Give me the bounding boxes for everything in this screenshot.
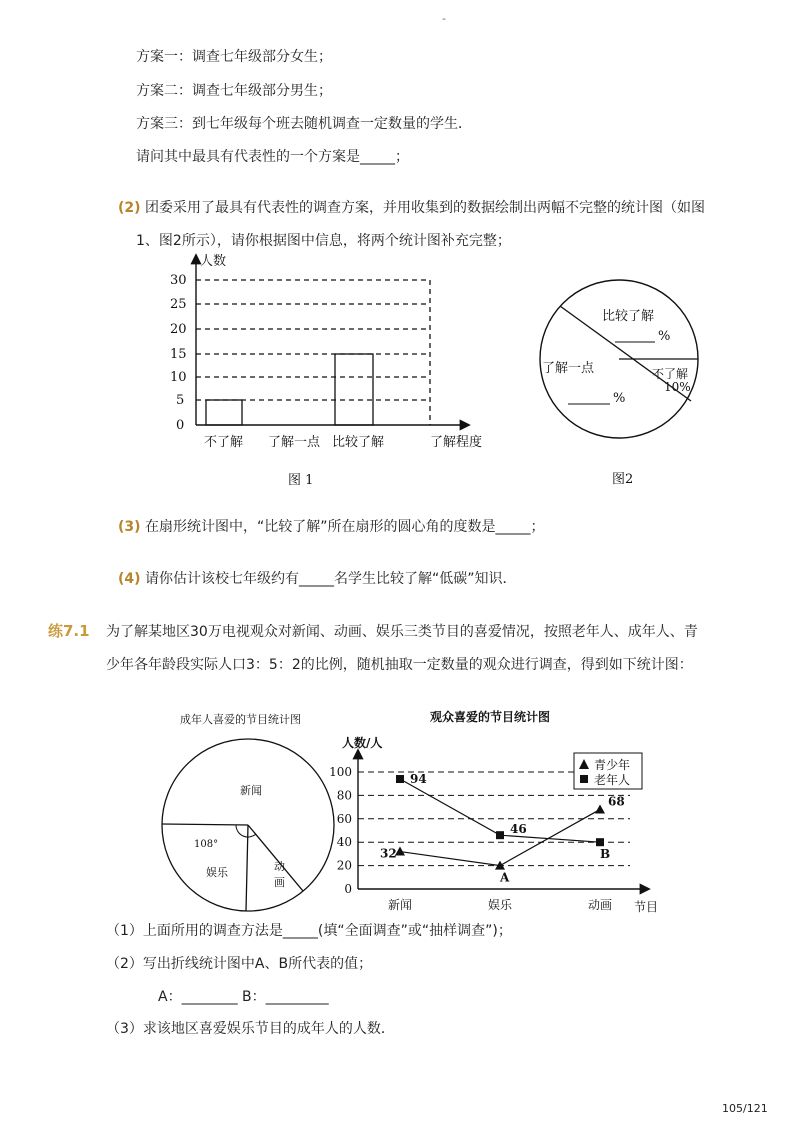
fig1-xlabel: 了解程度 (430, 435, 483, 450)
page-number: 105/121 (722, 1102, 768, 1115)
fig1-caption: 图 1 (288, 473, 314, 488)
line-chart-ytick: 100 (329, 765, 352, 779)
line-point-square (396, 775, 404, 783)
line-chart-category: 新闻 (387, 898, 413, 912)
fig1-ylabel: 人数 (200, 254, 227, 269)
line-point-label: 68 (608, 794, 625, 809)
fig1-cat-1: 不了解 (204, 435, 244, 450)
line-chart-ylabel: 人数/人 (342, 736, 383, 750)
fig2-pie-chart (540, 280, 720, 510)
q2-line2: 1、图2所示），请你根据图中信息，将两个统计图补充完整； (136, 233, 511, 249)
viewer-line-chart (330, 705, 700, 915)
exercise-label: 练7.1 (48, 622, 90, 640)
header-mark: - (442, 12, 446, 25)
fig2-pct-liaojie: % (613, 391, 626, 406)
adult-pie-angle: 108° (194, 839, 219, 850)
fig1-bar-chart (168, 250, 498, 490)
adult-pie-anim-1: 动 (274, 860, 285, 873)
exercise-line2: 少年各年龄段实际人口3：5：2的比例，随机抽取一定数量的观众进行调查，得到如下统计图： (106, 657, 693, 673)
q2-number: (2) (118, 200, 141, 216)
plan-two: 方案二：调查七年级部分男生； (136, 83, 332, 99)
q2-line1 (118, 197, 705, 217)
q2-text: 团委采用了最具有代表性的调查方案，并用收集到的数据绘制出两幅不完整的统计图（如图 (145, 200, 705, 216)
plan-question: 请问其中最具有代表性的一个方案是_____； (136, 149, 409, 165)
fig2-pct-bijiao: % (658, 329, 671, 344)
fig1-ytick-30: 30 (170, 273, 187, 288)
line-chart-ytick: 80 (336, 788, 352, 803)
fig1-ytick-10: 10 (170, 370, 187, 385)
fig1-ytick-25: 25 (170, 297, 187, 312)
q4 (118, 568, 517, 588)
adult-pie-anim-2: 画 (274, 876, 285, 889)
fig2-label-liaojie: 了解一点 (542, 361, 595, 376)
q4-number: (4) (118, 571, 141, 587)
q3-text: 在扇形统计图中，“比较了解”所在扇形的圆心角的度数是_____； (145, 519, 545, 535)
exercise-line1: 为了解某地区30万电视观众对新闻、动画、娱乐三类节目的喜爱情况，按照老年人、成年人、青 (106, 624, 698, 640)
line-chart-ytick: 0 (344, 882, 352, 896)
legend-series-youth: 青少年 (594, 758, 631, 772)
line-point-label: 94 (410, 772, 427, 787)
line-point-label: 46 (510, 822, 527, 837)
fig1-bar-bijiao-liaojie (335, 354, 373, 425)
plan-one: 方案一：调查七年级部分女生； (136, 49, 332, 65)
fig1-ytick-5: 5 (176, 393, 185, 408)
q3 (118, 516, 545, 536)
subq-1: （1）上面所用的调查方法是_____(填“全面调查”或“抽样调查”)； (106, 923, 512, 939)
adult-pie-news: 新闻 (240, 784, 262, 797)
fig1-cat-2: 了解一点 (268, 435, 321, 450)
fig2-pct-bu: 10% (664, 380, 691, 394)
line-chart-ytick: 60 (336, 811, 352, 826)
adult-pie-title: 成年人喜爱的节目统计图 (180, 713, 301, 726)
line-chart-ytick: 40 (336, 835, 352, 850)
fig1-ytick-15: 15 (170, 347, 187, 362)
plan-three: 方案三：到七年级每个班去随机调查一定数量的学生． (136, 116, 472, 132)
line-point-triangle (595, 804, 605, 813)
subq-3: （3）求该地区喜爱娱乐节目的成年人的人数． (106, 1021, 395, 1037)
line-point-square (496, 831, 504, 839)
fig1-ytick-0: 0 (176, 418, 185, 433)
line-chart-xlabel: 节目 (634, 900, 659, 914)
legend-series-elder: 老年人 (594, 773, 631, 787)
subq-2-answer: A：________ B：_________ (158, 989, 329, 1005)
fig2-label-bijiao: 比较了解 (602, 309, 655, 324)
adult-pie-chart (160, 710, 340, 910)
fig2-label-bu: 不了解 (652, 367, 689, 381)
line-point-label: B (600, 847, 611, 862)
legend-square-icon (580, 775, 588, 783)
adult-pie-ent: 娱乐 (206, 866, 228, 879)
line-point-label: A (500, 870, 510, 885)
fig1-cat-3: 比较了解 (332, 435, 385, 450)
line-point-square (596, 838, 604, 846)
line-chart-ytick: 20 (336, 858, 352, 873)
fig1-ytick-20: 20 (170, 322, 187, 337)
line-chart-title: 观众喜爱的节目统计图 (430, 710, 551, 724)
line-chart-category: 动画 (587, 898, 613, 912)
fig2-caption: 图2 (612, 472, 634, 487)
line-point-label: 32 (380, 846, 397, 861)
line-chart-category: 娱乐 (487, 898, 513, 912)
subq-2: （2）写出折线统计图中A、B所代表的值； (106, 956, 373, 972)
q4-text: 请你估计该校七年级约有_____名学生比较了解“低碳”知识． (145, 571, 517, 587)
fig1-bar-bu-liaojie (206, 400, 242, 425)
q3-number: (3) (118, 519, 141, 535)
